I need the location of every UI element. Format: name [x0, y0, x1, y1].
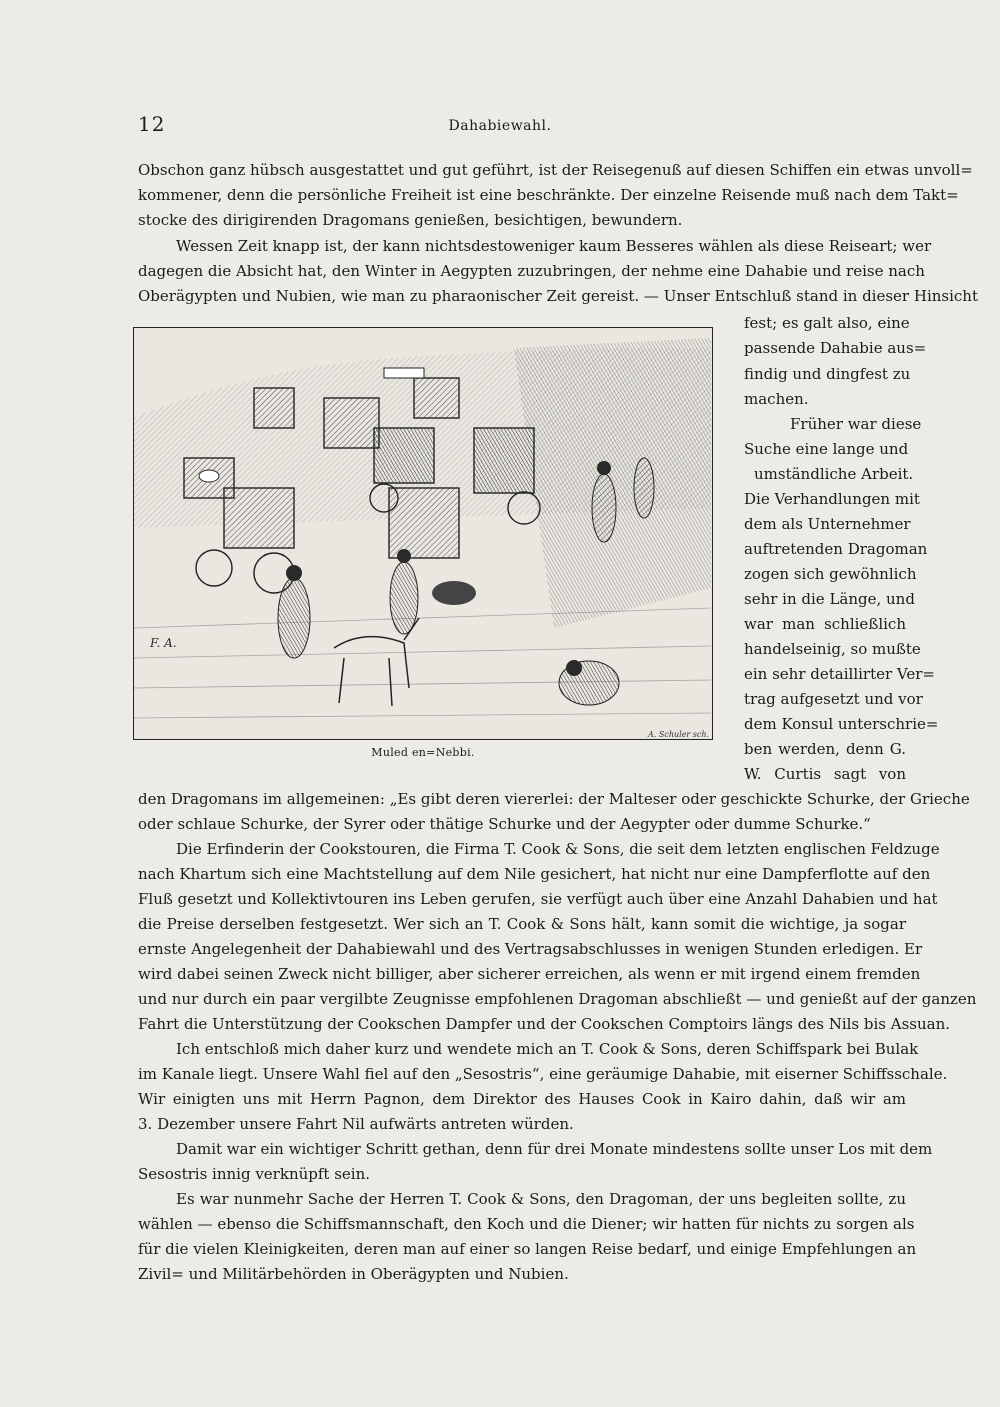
- text-line: Damit war ein wichtiger Schritt gethan, denn für drei Monate mindestens sollte unser Los mit dem: [176, 1140, 933, 1158]
- text-line: ernste Angelegenheit der Dahabiewahl und des Vertragsabschlusses in wenigen Stunden erledigen. Er: [138, 940, 923, 958]
- illustration-street-scene: [133, 327, 713, 740]
- text-line: kommener, denn die persönliche Freiheit ist eine beschränkte. Der einzelne Reisende muß nach dem Takt=: [138, 186, 959, 204]
- text-line: wählen — ebenso die Schiffsmannschaft, den Koch und die Diener; wir hatten für nichts zu sorgen als: [138, 1215, 915, 1233]
- engraver-signature: A. Schuler sch.: [648, 730, 710, 739]
- text-line: den Dragomans im allgemeinen: „Es gibt deren viererlei: der Malteser oder geschickte Schurke, der Grieche: [138, 790, 970, 808]
- text-line: Wir einigten uns mit Herrn Pagnon, dem Direktor des Hauses Cook in Kairo dahin, daß wir am: [138, 1090, 906, 1108]
- side-text-line: Früher war diese: [790, 415, 922, 433]
- text-line: für die vielen Kleinigkeiten, deren man auf einer so langen Reise bedarf, und einige Empfehlungen an: [138, 1240, 917, 1258]
- side-text-line: dem Konsul unterschrie=: [744, 715, 939, 733]
- side-text-line: umständliche Arbeit.: [754, 465, 914, 483]
- side-text-line: Die Verhandlungen mit: [744, 490, 920, 508]
- text-line: Zivil= und Militärbehörden in Oberägypten und Nubien.: [138, 1265, 569, 1283]
- side-text-line: passende Dahabie aus=: [744, 339, 927, 357]
- text-line: 3. Dezember unsere Fahrt Nil aufwärts antreten würden.: [138, 1115, 574, 1133]
- text-line: Sesostris innig verknüpft sein.: [138, 1165, 371, 1183]
- side-text-line: findig und dingfest zu: [744, 365, 911, 383]
- side-text-line: auftretenden Dragoman: [744, 540, 928, 558]
- text-line: dagegen die Absicht hat, den Winter in Aegypten zuzubringen, der nehme eine Dahabie und reise nach: [138, 262, 925, 280]
- text-line: Fahrt die Unterstützung der Cookschen Dampfer und der Cookschen Comptoirs längs des Nils bis Assuan.: [138, 1015, 951, 1033]
- side-text-line: sehr in die Länge, und: [744, 590, 915, 608]
- text-line: nach Khartum sich eine Machtstellung auf dem Nile gesichert, hat nicht nur eine Dampferflotte auf den: [138, 865, 931, 883]
- text-line: Fluß gesetzt und Kollektivtouren ins Leben gerufen, sie verfügt auch über eine Anzahl Dahabien und hat: [138, 890, 938, 908]
- text-line: stocke des dirigirenden Dragomans genießen, besichtigen, bewundern.: [138, 211, 683, 229]
- side-text-line: war man schließlich: [744, 615, 906, 633]
- text-line: Es war nunmehr Sache der Herren T. Cook & Sons, den Dragoman, der uns begleiten sollte, zu: [176, 1190, 906, 1208]
- side-text-line: ben werden, denn G.: [744, 740, 906, 758]
- artist-initials: F. A.: [150, 636, 177, 650]
- side-text-line: dem als Unternehmer: [744, 515, 911, 533]
- text-line: die Preise derselben festgesetzt. Wer sich an T. Cook & Sons hält, kann somit die wichtige, ja sogar: [138, 915, 906, 933]
- text-line: und nur durch ein paar vergilbte Zeugnisse empfohlenen Dragoman abschließt — und genießt auf der ganzen: [138, 990, 977, 1008]
- text-line: Oberägypten und Nubien, wie man zu pharaonischer Zeit gereist. — Unser Entschluß stand in dieser Hinsicht: [138, 287, 978, 305]
- side-text-line: trag aufgesetzt und vor: [744, 690, 923, 708]
- side-text-line: ein sehr detaillirter Ver=: [744, 665, 936, 683]
- text-line: Obschon ganz hübsch ausgestattet und gut geführt, ist der Reisegenuß auf diesen Schiffen ein etwas unvoll=: [138, 161, 973, 179]
- text-line: Wessen Zeit knapp ist, der kann nichtsdestoweniger kaum Besseres wählen als diese Reiseart; wer: [176, 237, 932, 255]
- side-text-line: handelseinig, so mußte: [744, 640, 921, 658]
- side-text-line: fest; es galt also, eine: [744, 314, 910, 332]
- engraving-image: [134, 328, 711, 738]
- side-text-line: zogen sich gewöhnlich: [744, 565, 917, 583]
- text-line: oder schlaue Schurke, der Syrer oder thätige Schurke und der Aegypter oder dumme Schurke.“: [138, 815, 871, 833]
- text-line: wird dabei seinen Zweck nicht billiger, aber sicherer erreichen, als wenn er mit irgend einem fremden: [138, 965, 921, 983]
- text-line: Ich entschloß mich daher kurz und wendete mich an T. Cook & Sons, deren Schiffspark bei Bulak: [176, 1040, 919, 1058]
- text-line: im Kanale liegt. Unsere Wahl fiel auf den „Sesostris“, eine geräumige Dahabie, mit eiserner Schiffsschale.: [138, 1065, 948, 1083]
- side-text-line: machen.: [744, 390, 809, 408]
- running-head: Dahabiewahl.: [448, 118, 552, 134]
- side-text-line: Suche eine lange und: [744, 440, 909, 458]
- figure-caption: Muled en=Nebbi.: [371, 746, 475, 759]
- text-line: Die Erfinderin der Cookstouren, die Firma T. Cook & Sons, die seit dem letzten englischen Feldzuge: [176, 840, 940, 858]
- side-text-line: W. Curtis sagt von: [744, 765, 906, 783]
- page-number: 12: [138, 112, 166, 136]
